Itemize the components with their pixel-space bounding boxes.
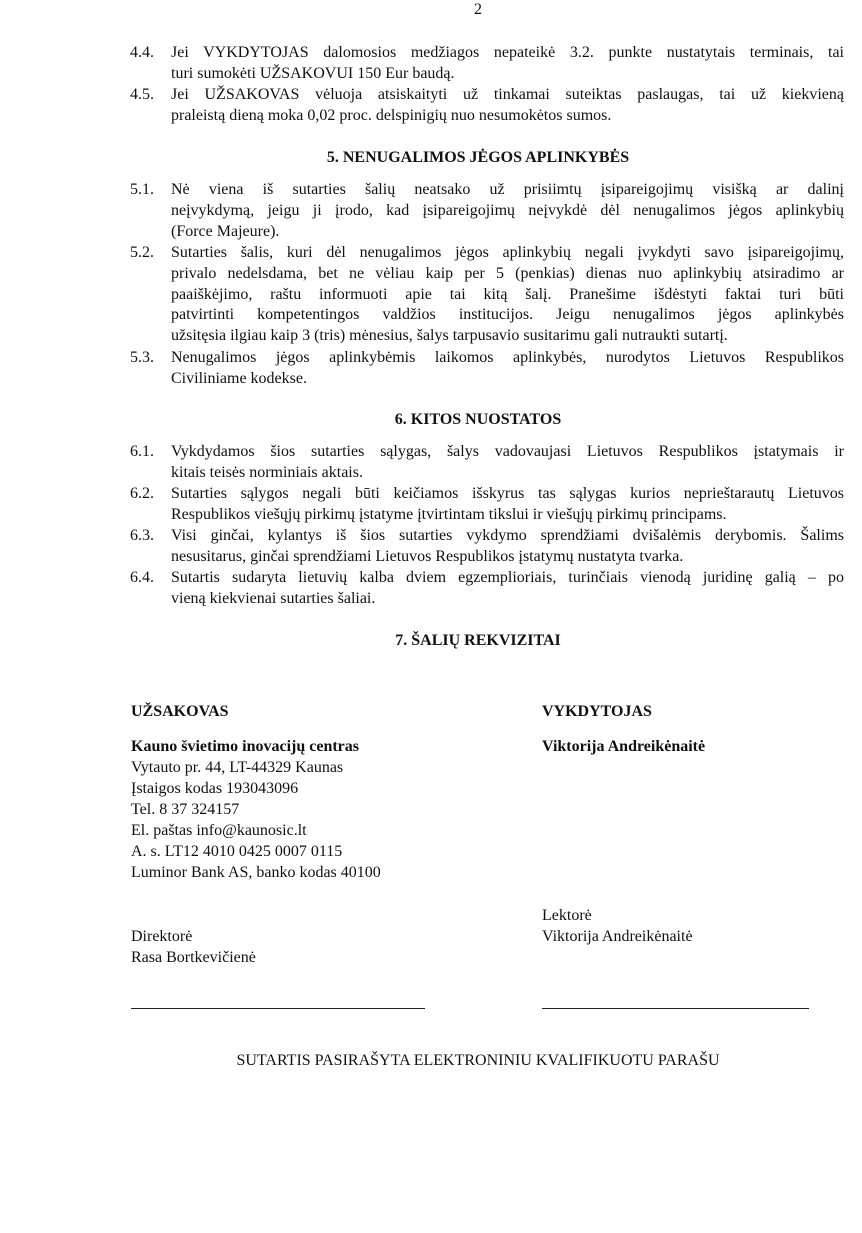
customer-code: Įstaigos kodas 193043096 bbox=[131, 780, 299, 797]
clause-line: turi sumokėti UŽSAKOVUI 150 Eur baudą. bbox=[171, 64, 455, 82]
clause-4-5 bbox=[130, 85, 844, 127]
e-signature-note: SUTARTIS PASIRAŠYTA ELEKTRONINIU KVALIFIKUOTU PARAŠU bbox=[236, 1052, 720, 1069]
customer-phone: Tel. 8 37 324157 bbox=[131, 801, 240, 818]
clause-line: Nenugalimos jėgos aplinkybėmis laikomos aplinkybės, nurodytos Lietuvos Respublikos bbox=[171, 349, 844, 366]
clause-line: Jei UŽSAKOVAS vėluoja atsiskaityti už tinkamai suteiktas paslaugas, tai už kiekvieną bbox=[171, 86, 844, 103]
clause-line: nesusitarus, ginčai sprendžiami Lietuvos Respublikos įstatymų nustatyta tvarka. bbox=[171, 547, 684, 565]
clause-line: kitais teisės norminiais aktais. bbox=[171, 463, 363, 481]
contractor-role: VYKDYTOJAS bbox=[542, 703, 652, 720]
clause-line: Sutarties šalis, kuri dėl nenugalimos jėgos aplinkybių negali įvykdyti savo įsipareigojimų, bbox=[171, 244, 844, 261]
clause-line: užsitęsia ilgiau kaip 3 (tris) mėnesius, šalys tarpusavio susitarimu gali nutraukti sutartį. bbox=[171, 327, 728, 345]
clause-number: 6.2. bbox=[130, 485, 154, 502]
clause-line: neįvykdymą, jeigu ji įrodo, kad įsipareigojimų neįvykdė dėl nenugalimos jėgos aplinkybių bbox=[171, 201, 844, 219]
clause-number: 4.5. bbox=[130, 86, 154, 103]
clause-line: Visi ginčai, kylantys iš šios sutarties vykdymo sprendžiami dvišalėmis derybomis. Šalims bbox=[171, 527, 844, 544]
contractor-signature-line bbox=[542, 1008, 809, 1009]
customer-account: A. s. LT12 4010 0425 0007 0115 bbox=[131, 843, 343, 860]
clause-line: privalo nedelsdama, bet ne vėliau kaip per 5 (penkias) dienas nuo aplinkybių atsiradimo ar bbox=[171, 264, 844, 282]
clause-line: paaiškėjimo, raštu informuoti apie tai kitą šalį. Pranešime išdėstyti faktai turi būti bbox=[171, 285, 844, 303]
customer-bank: Luminor Bank AS, banko kodas 40100 bbox=[131, 864, 381, 881]
clause-number: 6.4. bbox=[130, 569, 154, 586]
section-7-title: 7. ŠALIŲ REKVIZITAI bbox=[395, 632, 561, 649]
customer-signature-line bbox=[131, 1008, 425, 1009]
clause-line: patvirtinti kompetentingos valdžios institucijos. Jeigu nenugalimos jėgos aplinkybės bbox=[171, 306, 844, 324]
clause-4-4 bbox=[130, 43, 844, 85]
clause-6-1 bbox=[130, 442, 844, 484]
clause-number: 5.2. bbox=[130, 244, 154, 261]
clause-line: Civiliniame kodekse. bbox=[171, 369, 307, 387]
customer-name: Kauno švietimo inovacijų centras bbox=[131, 738, 359, 755]
customer-email: El. paštas info@kaunosic.lt bbox=[131, 822, 307, 839]
customer-position: Direktorė bbox=[131, 928, 193, 945]
contractor-signatory: Viktorija Andreikėnaitė bbox=[542, 928, 693, 945]
section-6-title: 6. KITOS NUOSTATOS bbox=[394, 411, 562, 428]
clause-number: 6.3. bbox=[130, 527, 154, 544]
customer-signatory: Rasa Bortkevičienė bbox=[131, 949, 256, 966]
customer-role: UŽSAKOVAS bbox=[131, 703, 229, 720]
clause-6-2 bbox=[130, 484, 844, 526]
clause-number: 5.1. bbox=[130, 181, 154, 198]
clause-6-3 bbox=[130, 526, 844, 568]
clause-5-2 bbox=[130, 243, 844, 347]
clause-line: vieną kiekvienai sutarties šaliai. bbox=[171, 589, 376, 607]
clause-5-1 bbox=[130, 180, 844, 242]
clause-line: (Force Majeure). bbox=[171, 222, 280, 240]
customer-address: Vytauto pr. 44, LT-44329 Kaunas bbox=[131, 759, 344, 776]
contractor-position: Lektorė bbox=[542, 907, 592, 924]
clause-line: Respublikos viešųjų pirkimų įstatyme įtvirtintam tikslui ir viešųjų pirkimų principams. bbox=[171, 505, 727, 523]
clause-number: 4.4. bbox=[130, 44, 154, 61]
section-5-title: 5. NENUGALIMOS JĖGOS APLINKYBĖS bbox=[326, 149, 630, 166]
clause-line: Jei VYKDYTOJAS dalomosios medžiagos nepateikė 3.2. punkte nustatytais terminais, tai bbox=[171, 44, 844, 61]
clause-line: Sutartis sudaryta lietuvių kalba dviem egzemplioriais, turinčiais vienodą juridinę galią – po bbox=[171, 569, 844, 586]
contractor-name: Viktorija Andreikėnaitė bbox=[542, 738, 706, 755]
clause-number: 5.3. bbox=[130, 349, 154, 366]
clause-number: 6.1. bbox=[130, 443, 154, 460]
clause-5-3 bbox=[130, 348, 844, 390]
page-number: 2 bbox=[474, 1, 482, 18]
clause-line: Sutarties sąlygos negali būti keičiamos išskyrus tas sąlygas kurios neprieštarautų Lietuvos bbox=[171, 485, 844, 502]
clause-line: Nė viena iš sutarties šalių neatsako už prisiimtų įsipareigojimų visišką ar dalinį bbox=[171, 181, 844, 198]
clause-6-4 bbox=[130, 568, 844, 610]
clause-line: praleistą dieną moka 0,02 proc. delspinigių nuo nesumokėtos sumos. bbox=[171, 106, 612, 124]
clause-line: Vykdydamos šios sutarties sąlygas, šalys vadovaujasi Lietuvos Respublikos įstatymais ir bbox=[171, 443, 844, 460]
